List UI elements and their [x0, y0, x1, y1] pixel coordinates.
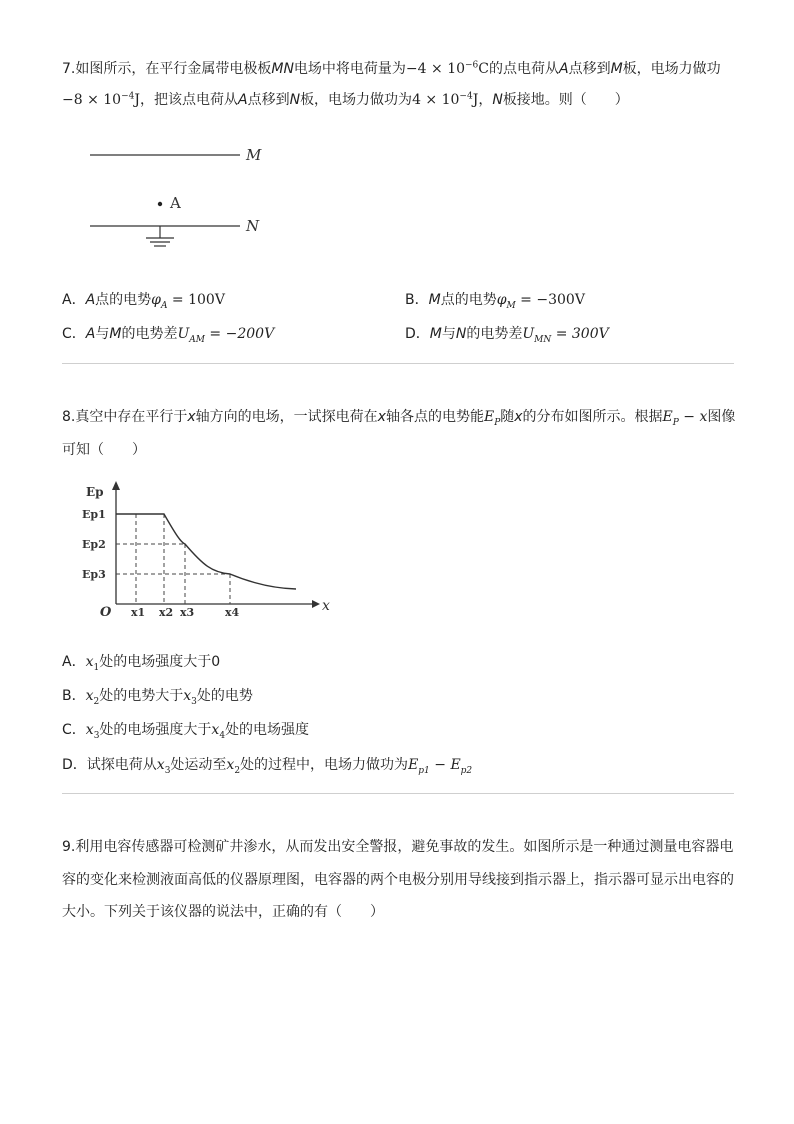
q9-stem-line2: 容的变化来检测液面高低的仪器原理图，电容器的两个电极分别用导线接到指示器上，指示器可显示出电容的 [62, 872, 734, 888]
y-axis-arrow-icon [112, 481, 120, 490]
y-tick-label: Ep2 [82, 538, 106, 551]
q7-option-b[interactable]: B．M点的电势$\varphi_M = -300V$ [405, 292, 585, 311]
q8-option-d[interactable]: D．试探电荷从$x_3$处运动至$x_2$处的过程中，电场力做功为$E_{p1} - E_{p2}$ [62, 757, 473, 776]
point-a-dot [158, 202, 162, 206]
q8-option-a[interactable]: A．$x_1$处的电场强度大于0 [62, 654, 221, 673]
q7-work1: $-8 \times 10^{-4}J$ [62, 91, 140, 108]
y-tick-label: Ep1 [82, 508, 106, 521]
q7-option-c[interactable]: C．A与M的电势差$U_{AM} = -200V$ [62, 326, 275, 345]
q8-option-c[interactable]: C．$x_3$处的电场强度大于$x_4$处的电场强度 [62, 722, 310, 741]
divider [62, 363, 734, 364]
y-tick-label: Ep3 [82, 568, 106, 581]
y-axis-label: Ep [86, 485, 104, 499]
x-axis-arrow-icon [312, 600, 320, 608]
ground-icon [146, 226, 174, 246]
q7-work2: $4 \times 10^{-4}J$ [412, 91, 479, 108]
q7-stem-line1: 7.如图所示，在平行金属带电极板MN电场中将电荷量为$-4 \times 10^{-6}C$的点电荷从A点移到M板，电场力做功 [62, 60, 721, 77]
q7-option-a[interactable]: A．A点的电势$\varphi_A = 100V$ [62, 292, 225, 311]
x-axis-label: x [322, 598, 330, 614]
q7-number: 7. [62, 61, 76, 77]
q7-option-d[interactable]: D．M与N的电势差$U_{MN} = 300V$ [405, 326, 609, 345]
q9-stem-line3: 大小。下列关于该仪器的说法中，正确的有（ ） [62, 904, 384, 920]
x-tick-label: x2 [159, 606, 174, 619]
x-tick-label: x1 [131, 606, 146, 619]
point-a-label: A [170, 194, 181, 212]
plate-n-label: N [246, 217, 260, 235]
ep-curve [116, 514, 296, 589]
q8-number: 8. [62, 409, 76, 425]
q8-stem-line1: 8.真空中存在平行于x轴方向的电场，一试探电荷在x轴各点的电势能$E_P$随x的分布如图所示。根据$E_P - x$图像 [62, 409, 736, 428]
divider [62, 793, 734, 794]
q7-stem-line2: $-8 \times 10^{-4}J$，把该点电荷从A点移到N板，电场力做功为$4 \times 10^{-4}J$，N板接地。则（ ） [62, 91, 629, 108]
plate-m-label: M [246, 146, 262, 164]
q8-ep-x-graph [78, 478, 338, 626]
q7-plates-figure [82, 140, 282, 250]
origin-label: O [100, 605, 112, 620]
q9-stem-line1: 9.利用电容传感器可检测矿井渗水，从而发出安全警报，避免事故的发生。如图所示是一种通过测量电容器电 [62, 839, 734, 855]
q8-option-b[interactable]: B．$x_2$处的电势大于$x_3$处的电势 [62, 688, 253, 707]
q7-charge: $-4 \times 10^{-6}C$ [405, 60, 490, 77]
x-tick-label: x3 [180, 606, 195, 619]
x-tick-label: x4 [225, 606, 240, 619]
q8-stem-line2: 可知（ ） [62, 442, 146, 458]
